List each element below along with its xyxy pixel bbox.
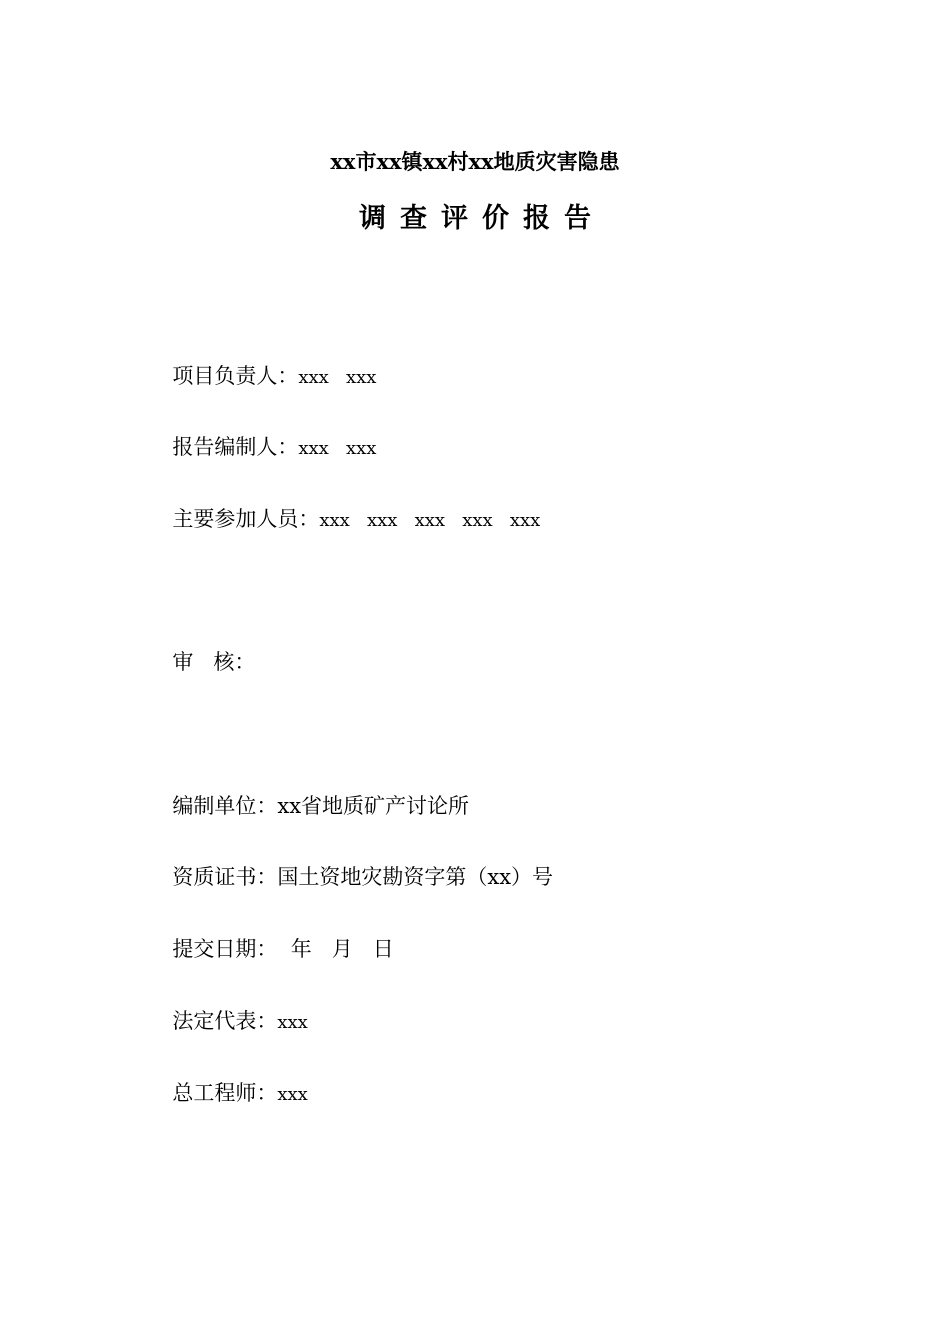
title-char: 报: [523, 203, 550, 234]
participants-label: 主要参加人员：: [172, 507, 320, 531]
legal-rep-value: xxx: [277, 1012, 308, 1033]
report-title-line1: xx市xx镇xx村xx地质灾害隐患: [330, 149, 620, 174]
title-char: 调: [359, 203, 386, 234]
participants-row: [159, 477, 540, 535]
submit-date-value: 年 月 日: [277, 937, 394, 961]
qualification-label: 资质证书：: [172, 865, 278, 889]
chief-engineer-value: xxx: [277, 1084, 308, 1105]
compiling-unit-value: xx省地质矿产讨论所: [277, 794, 470, 818]
reviewer-row: [159, 620, 255, 678]
compiling-unit-row: [159, 764, 469, 820]
chief-engineer-label: 总工程师：: [172, 1081, 278, 1105]
report-author-label: 报告编制人：: [172, 435, 299, 459]
legal-rep-label: 法定代表：: [172, 1009, 278, 1033]
submit-date-row: [159, 907, 394, 963]
participants-value: xxx xxx xxx xxx xxx: [319, 510, 541, 531]
project-leader-label: 项目负责人：: [172, 364, 299, 388]
title-char: 价: [482, 203, 509, 234]
project-leader-value: xxx xxx: [298, 367, 377, 388]
qualification-value: 国土资地灾勘资字第（xx）号: [277, 865, 554, 889]
compiling-unit-label: 编制单位：: [172, 794, 278, 818]
chief-engineer-row: [159, 1051, 308, 1109]
legal-rep-row: [159, 979, 308, 1037]
project-leader-row: [159, 334, 376, 392]
report-title-line2: [0, 196, 950, 235]
submit-date-label: 提交日期：: [172, 937, 278, 961]
report-author-value: xxx xxx: [298, 438, 377, 459]
title-char: 查: [400, 203, 427, 234]
title-char: 评: [441, 203, 468, 234]
title-char: 告: [564, 203, 591, 234]
reviewer-label: 审 核：: [172, 650, 256, 674]
report-author-row: [159, 405, 376, 463]
qualification-row: [159, 835, 553, 891]
